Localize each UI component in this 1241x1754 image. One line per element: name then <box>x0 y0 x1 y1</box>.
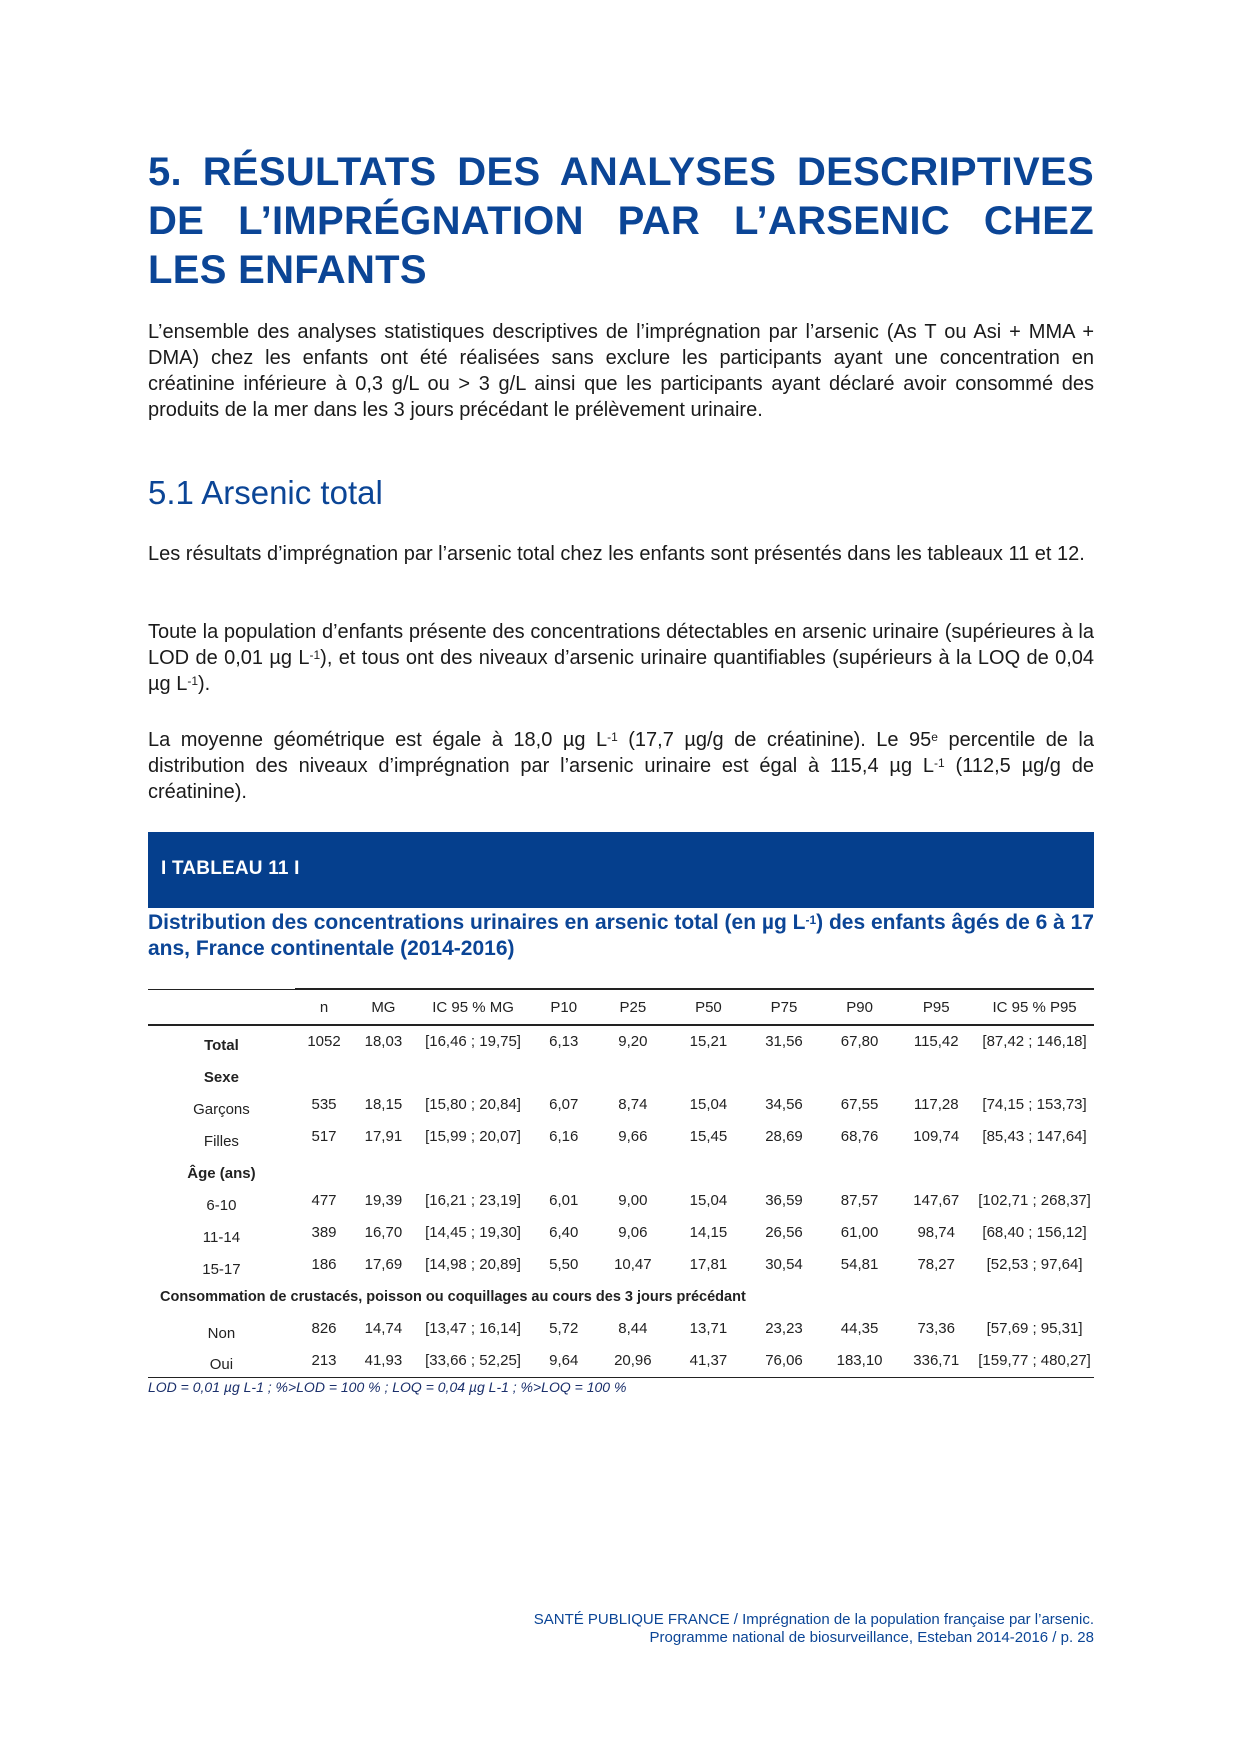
table-cell: [159,77 ; 480,27] <box>975 1345 1094 1377</box>
table-cell: 115,42 <box>913 1033 959 1050</box>
row-label: Consommation de crustacés, poisson ou coquillages au cours des 3 jours précédant <box>160 1289 746 1305</box>
table-cell: 147,67 <box>913 1192 960 1209</box>
table-cell: 9,66 <box>618 1128 648 1145</box>
table-group-row <box>148 1153 1094 1185</box>
table-cell: 28,69 <box>765 1128 803 1145</box>
superscript: -1 <box>934 756 945 770</box>
table-row <box>148 1121 1094 1153</box>
table-cell: 18,15 <box>364 1096 403 1113</box>
table-cell: 117,28 <box>913 1096 959 1113</box>
table-cell: 9,64 <box>532 1345 595 1377</box>
table-cell: 78,27 <box>917 1256 955 1273</box>
table-cell: 34,56 <box>765 1096 803 1113</box>
table-cell: 6,40 <box>549 1224 579 1241</box>
table-cell: 109,74 <box>913 1128 960 1145</box>
table-cell: 17,91 <box>364 1128 403 1145</box>
footer-line-1: SANTÉ PUBLIQUE FRANCE / Imprégnation de la population française par l’arsenic. <box>533 1611 1094 1628</box>
table-cell: 41,93 <box>353 1345 413 1377</box>
table-row <box>148 1313 1094 1345</box>
empty-cell <box>975 1153 1094 1185</box>
table-cell: 44,35 <box>840 1320 879 1337</box>
table-cell: 19,39 <box>364 1192 403 1209</box>
table-cell: 477 <box>311 1192 337 1209</box>
empty-cell <box>295 1153 353 1185</box>
paragraph-gm-part-c: percentile de la distribution des niveaux d’imprégnation par l’arsenic urinaire est égal à 115,4 µg L <box>148 729 1094 777</box>
table-cell: 213 <box>295 1345 353 1377</box>
table-banner <box>148 832 1094 908</box>
table-cell: 9,06 <box>618 1224 648 1241</box>
empty-cell <box>353 1153 413 1185</box>
table-cell: [57,69 ; 95,31] <box>986 1320 1083 1337</box>
table-cell: 14,74 <box>364 1320 403 1337</box>
table-cell: 517 <box>311 1128 337 1145</box>
table-cell: [85,43 ; 147,64] <box>982 1128 1087 1145</box>
empty-cell <box>414 1057 533 1089</box>
empty-cell <box>595 1057 671 1089</box>
table-cell: 8,44 <box>618 1320 648 1337</box>
row-label: Sexe <box>203 1068 239 1086</box>
table-row <box>148 1345 1094 1377</box>
table-caption-part-a: Distribution des concentrations urinaires en arsenic total (en µg L <box>148 911 806 934</box>
table-cell: 87,57 <box>840 1192 879 1209</box>
table-cell: 67,55 <box>840 1096 879 1113</box>
table-cell: 15,04 <box>689 1192 728 1209</box>
table-cell: [74,15 ; 153,73] <box>982 1096 1087 1113</box>
row-label: Non <box>207 1324 236 1342</box>
table-cell: 68,76 <box>840 1128 879 1145</box>
paragraph-gm-part-b: (17,7 µg/g de créatinine). Le 95 <box>617 729 932 751</box>
table-banner-label: I TABLEAU 11 I <box>161 858 300 879</box>
row-label: Filles <box>203 1132 239 1150</box>
empty-cell <box>532 1057 595 1089</box>
empty-cell <box>532 1153 595 1185</box>
table-cell: [102,71 ; 268,37] <box>978 1192 1091 1209</box>
header-cell: P75 <box>746 989 822 1025</box>
table-cell: 23,23 <box>765 1320 803 1337</box>
footer-line-2: Programme national de biosurveillance, Esteban 2014-2016 / p. 28 <box>649 1629 1094 1646</box>
section-title: 5.1 Arsenic total <box>148 474 383 511</box>
table-row <box>148 1089 1094 1121</box>
empty-cell <box>822 1153 898 1185</box>
table-cell: 10,47 <box>614 1256 652 1273</box>
table-cell: 98,74 <box>917 1224 955 1241</box>
table-cell: [33,66 ; 52,25] <box>414 1345 533 1377</box>
header-cell: P95 <box>897 989 975 1025</box>
superscript: -1 <box>607 730 618 744</box>
table-cell: 54,81 <box>840 1256 879 1273</box>
empty-cell <box>414 1153 533 1185</box>
superscript: e <box>931 730 938 744</box>
header-cell: P90 <box>822 989 898 1025</box>
table-cell: 336,71 <box>897 1345 975 1377</box>
table-cell: [52,53 ; 97,64] <box>986 1256 1083 1273</box>
row-label: 11-14 <box>202 1228 241 1246</box>
table-group-row <box>148 1281 1094 1313</box>
table-cell: 41,37 <box>671 1345 747 1377</box>
table-cell: 18,03 <box>364 1033 403 1050</box>
header-cell: IC 95 % MG <box>414 989 533 1025</box>
header-cell: IC 95 % P95 <box>975 989 1094 1025</box>
table-cell: [87,42 ; 146,18] <box>982 1033 1087 1050</box>
table-cell: [16,21 ; 23,19] <box>425 1192 521 1209</box>
table-row <box>148 1185 1094 1217</box>
table-cell: 26,56 <box>765 1224 803 1241</box>
table-cell: 17,81 <box>689 1256 728 1273</box>
header-cell-blank <box>148 989 295 1025</box>
table-cell: 13,71 <box>689 1320 728 1337</box>
table-cell: 67,80 <box>840 1033 879 1050</box>
table-cell: 5,50 <box>549 1256 579 1273</box>
row-label: 6-10 <box>206 1196 237 1214</box>
table-row <box>148 1217 1094 1249</box>
empty-cell <box>897 1057 975 1089</box>
empty-cell <box>746 1153 822 1185</box>
table-cell: 1052 <box>307 1033 341 1050</box>
paragraph-detection <box>148 619 1094 697</box>
table-cell: 36,59 <box>765 1192 803 1209</box>
table-cell: 186 <box>311 1256 337 1273</box>
empty-cell <box>295 1057 353 1089</box>
empty-cell <box>746 1057 822 1089</box>
table-cell: 9,20 <box>618 1033 648 1050</box>
empty-cell <box>353 1057 413 1089</box>
table-cell: 14,15 <box>689 1224 728 1241</box>
table-cell: 183,10 <box>822 1345 898 1377</box>
page-footer <box>534 1611 1094 1647</box>
table-caption <box>148 910 1094 962</box>
paragraph-gm-part-a: La moyenne géométrique est égale à 18,0 µg L <box>148 729 608 751</box>
header-cell: P10 <box>532 989 595 1025</box>
table-cell: 73,36 <box>917 1320 955 1337</box>
table-cell: 61,00 <box>840 1224 879 1241</box>
distribution-table <box>148 988 1094 1378</box>
table-cell: [68,40 ; 156,12] <box>982 1224 1087 1241</box>
row-label: Garçons <box>193 1100 250 1118</box>
row-label: 15-17 <box>202 1260 241 1278</box>
table-row <box>148 1249 1094 1281</box>
table-cell: 826 <box>311 1320 337 1337</box>
table-cell: [15,80 ; 20,84] <box>425 1096 521 1113</box>
table-cell: 16,70 <box>364 1224 403 1241</box>
table-cell: 15,45 <box>689 1128 728 1145</box>
table-group-row <box>148 1057 1094 1089</box>
table-cell: 6,16 <box>549 1128 579 1145</box>
row-label: Âge (ans) <box>187 1164 256 1182</box>
paragraph-detection-part-c: ). <box>198 673 211 695</box>
paragraph-detection-part-b: ), et tous ont des niveaux d’arsenic urinaire quantifiables (supérieurs à la LOQ de 0,04 µg L <box>148 647 1095 695</box>
table-cell: 30,54 <box>765 1256 803 1273</box>
row-label: Total <box>204 1037 239 1054</box>
table-cell: 6,13 <box>549 1033 579 1050</box>
header-cell: MG <box>353 989 413 1025</box>
table-body <box>148 1025 1094 1377</box>
table-cell: 15,04 <box>689 1096 728 1113</box>
table-cell: 8,74 <box>618 1096 648 1113</box>
header-cell: P25 <box>595 989 671 1025</box>
superscript: -1 <box>309 648 321 662</box>
table-note: LOD = 0,01 µg L-1 ; %>LOD = 100 % ; LOQ = 0,04 µg L-1 ; %>LOQ = 100 % <box>148 1379 627 1395</box>
row-label: Oui <box>148 1345 295 1377</box>
table-cell: [13,47 ; 16,14] <box>425 1320 521 1337</box>
table-cell: 9,00 <box>618 1192 648 1209</box>
table-cell: [14,45 ; 19,30] <box>425 1224 521 1241</box>
table-caption-part-b: ) des enfants âgés de 6 à 17 ans, France continentale (2014-2016) <box>148 911 1094 960</box>
table-cell: 6,01 <box>549 1192 579 1209</box>
paragraph-geometric-mean <box>148 727 1094 805</box>
table-cell: [15,99 ; 20,07] <box>425 1128 521 1145</box>
table-cell: 20,96 <box>595 1345 671 1377</box>
header-cell: n <box>295 989 353 1025</box>
empty-cell <box>975 1057 1094 1089</box>
table-cell: 15,21 <box>689 1033 728 1050</box>
intro-paragraph: L’ensemble des analyses statistiques descriptives de l’imprégnation par l’arsenic (As T ou Asi + MMA + DMA) chez les enfants ont été réalisées sans exclure les participants ayant une concentration en créatinine inférieure à 0,3 g/L ou > 3 g/L ainsi que les participants ayant déclaré avoir consommé des produits de la mer dans les 3 jours précédant le prélèvement urinaire. <box>148 321 1094 421</box>
superscript: -1 <box>805 913 817 927</box>
table-row <box>148 1025 1094 1057</box>
table-cell: 389 <box>311 1224 337 1241</box>
chapter-title: 5. RÉSULTATS DES ANALYSES DESCRIPTIVES DE L’IMPRÉGNATION PAR L’ARSENIC CHEZ LES ENFANTS <box>148 150 1094 292</box>
empty-cell <box>671 1153 747 1185</box>
table-cell: 31,56 <box>765 1033 803 1050</box>
paragraph-tables-ref: Les résultats d’imprégnation par l’arsenic total chez les enfants sont présentés dans les tableaux 11 et 12. <box>148 543 1085 565</box>
empty-cell <box>822 1057 898 1089</box>
table-header-row <box>148 989 1094 1025</box>
table-cell: [16,46 ; 19,75] <box>425 1033 521 1050</box>
superscript: -1 <box>187 674 198 688</box>
table-cell: 535 <box>311 1096 337 1113</box>
paragraph-gm-part-d: (112,5 µg/g de créatinine). <box>148 755 1095 803</box>
empty-cell <box>671 1057 747 1089</box>
table-cell: [14,98 ; 20,89] <box>425 1256 521 1273</box>
table-cell: 6,07 <box>549 1096 579 1113</box>
paragraph-detection-part-a: Toute la population d’enfants présente des concentrations détectables en arsenic urinaire (supérieures à la LOD de 0,01 µg L <box>148 621 1094 669</box>
table-cell: 17,69 <box>364 1256 403 1273</box>
table-cell: 76,06 <box>746 1345 822 1377</box>
empty-cell <box>897 1153 975 1185</box>
table-cell: 5,72 <box>549 1320 579 1337</box>
header-cell: P50 <box>671 989 747 1025</box>
empty-cell <box>595 1153 671 1185</box>
